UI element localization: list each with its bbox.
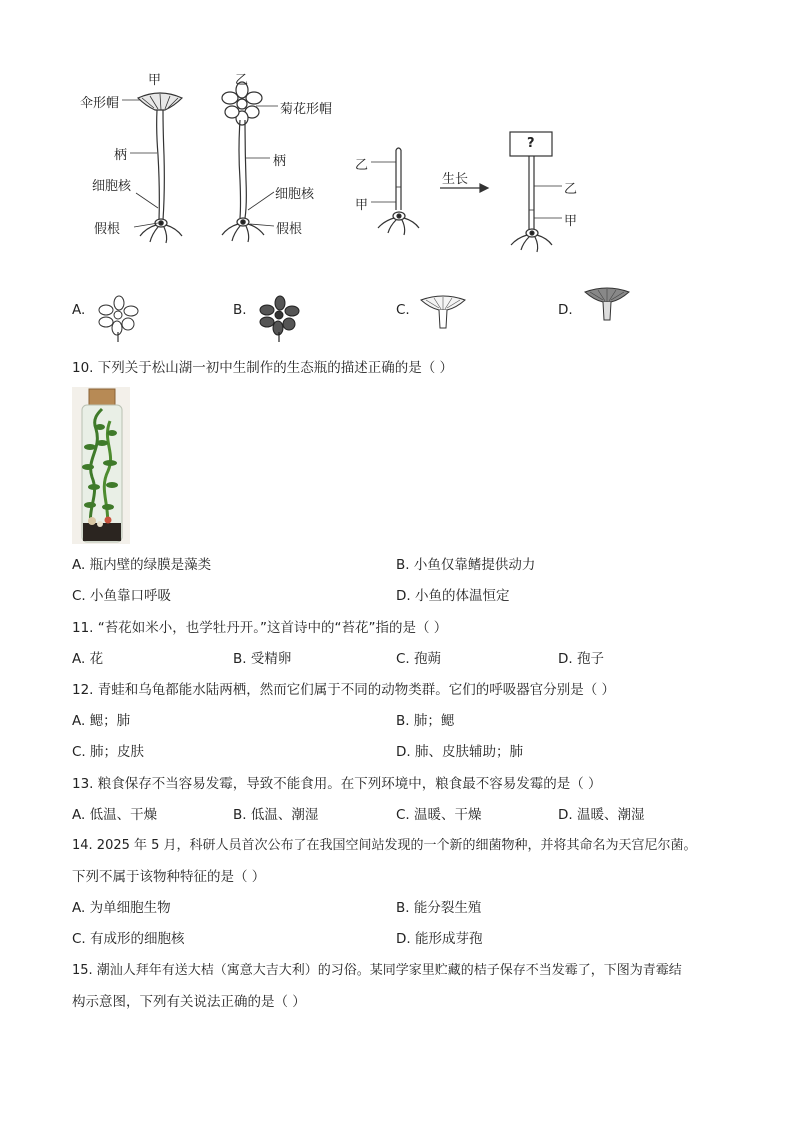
- q11-option-a[interactable]: A. 花: [72, 651, 104, 667]
- label-yi: 乙: [235, 73, 249, 88]
- q14-option-b[interactable]: B. 能分裂生殖: [396, 900, 482, 916]
- q13-option-b[interactable]: B. 低温、潮湿: [233, 807, 319, 823]
- label-result-yi: 乙: [564, 182, 578, 197]
- leader-lines: [122, 100, 278, 227]
- question-15-stem-line1: 15. 潮汕人拜年有送大桔（寓意大吉大利）的习俗。某同学家里贮藏的桔子保存不当发霉了，下图为青霉结: [72, 963, 682, 978]
- q13-option-c[interactable]: C. 温暖、干燥: [396, 807, 482, 823]
- label-rhizoid-jia: 假根: [94, 222, 121, 237]
- q12-option-c[interactable]: C. 肺；皮肤: [72, 744, 145, 760]
- option-letter: C.: [396, 302, 410, 318]
- q11-option-b[interactable]: B. 受精卵: [233, 651, 292, 667]
- question-14-stem-line1: 14. 2025 年 5 月，科研人员首次公布了在我国空间站发现的一个新的细菌物种，并将其命名为天宫尼尔菌。: [72, 838, 697, 853]
- label-arrow-text: 生长: [442, 172, 469, 187]
- plant-jia: [138, 93, 182, 243]
- question-10-stem: 10. 下列关于松山湖一初中生制作的生态瓶的描述正确的是（ ）: [72, 360, 454, 376]
- question-11-stem: 11. “苔花如米小，也学牡丹开。”这首诗中的“苔花”指的是（ ）: [72, 620, 448, 636]
- q14-option-d[interactable]: D. 能形成芽孢: [396, 931, 483, 947]
- label-result-jia: 甲: [564, 214, 578, 229]
- eco-bottle-photo: [72, 387, 130, 544]
- label-stalk-jia: 柄: [114, 148, 128, 163]
- label-umbrella-cap: 伞形帽: [80, 96, 120, 111]
- q12-option-b[interactable]: B. 肺；鳃: [396, 713, 455, 729]
- label-rhizoid-yi: 假根: [276, 222, 303, 237]
- white-umbrella-cap-icon: [418, 292, 468, 332]
- question-13-stem: 13. 粮食保存不当容易发霉，导致不能食用。在下列环境中，粮食最不容易发霉的是（ ）: [72, 776, 602, 792]
- label-nucleus-jia: 细胞核: [92, 179, 132, 194]
- question-12-stem: 12. 青蛙和乌龟都能水陆两栖，然而它们属于不同的动物类群。它们的呼吸器官分别是（ ）: [72, 682, 616, 698]
- option-letter: B.: [233, 302, 247, 318]
- option-letter: D.: [558, 302, 573, 318]
- result-plant: [510, 132, 562, 252]
- question-14-stem-line2: 下列不属于该物种特征的是（ ）: [72, 869, 266, 885]
- q13-option-d[interactable]: D. 温暖、潮湿: [558, 807, 645, 823]
- white-chrysanthemum-cap-icon: [94, 294, 144, 344]
- q10-option-b[interactable]: B. 小鱼仅靠鳍提供动力: [396, 557, 536, 573]
- dark-chrysanthemum-cap-icon: [255, 294, 305, 344]
- q11-option-c[interactable]: C. 孢蒴: [396, 651, 442, 667]
- label-question: ?: [527, 136, 535, 151]
- option-letter: A.: [72, 302, 86, 318]
- label-chrysanthemum-cap: 菊花形帽: [280, 102, 333, 117]
- label-nucleus-yi: 细胞核: [275, 187, 315, 202]
- q12-option-a[interactable]: A. 鳃；肺: [72, 713, 131, 729]
- label-graft-jia: 甲: [355, 198, 369, 213]
- q10-option-d[interactable]: D. 小鱼的体温恒定: [396, 588, 510, 604]
- q13-option-a[interactable]: A. 低温、干燥: [72, 807, 158, 823]
- q10-option-c[interactable]: C. 小鱼靠口呼吸: [72, 588, 172, 604]
- question-15-stem-line2: 构示意图，下列有关说法正确的是（ ）: [72, 994, 306, 1010]
- q14-option-c[interactable]: C. 有成形的细胞核: [72, 931, 185, 947]
- q14-option-a[interactable]: A. 为单细胞生物: [72, 900, 171, 916]
- label-jia: 甲: [148, 73, 162, 88]
- label-stalk-yi: 柄: [273, 154, 287, 169]
- q12-option-d[interactable]: D. 肺、皮肤辅助；肺: [396, 744, 523, 760]
- label-graft-yi: 乙: [355, 158, 369, 173]
- gray-umbrella-cap-icon: [582, 284, 632, 324]
- q11-option-d[interactable]: D. 孢子: [558, 651, 604, 667]
- figure-drawing: [70, 60, 610, 255]
- q10-option-a[interactable]: A. 瓶内壁的绿膜是藻类: [72, 557, 212, 573]
- graft-plant: [371, 148, 419, 235]
- acetabularia-figure: [70, 60, 610, 255]
